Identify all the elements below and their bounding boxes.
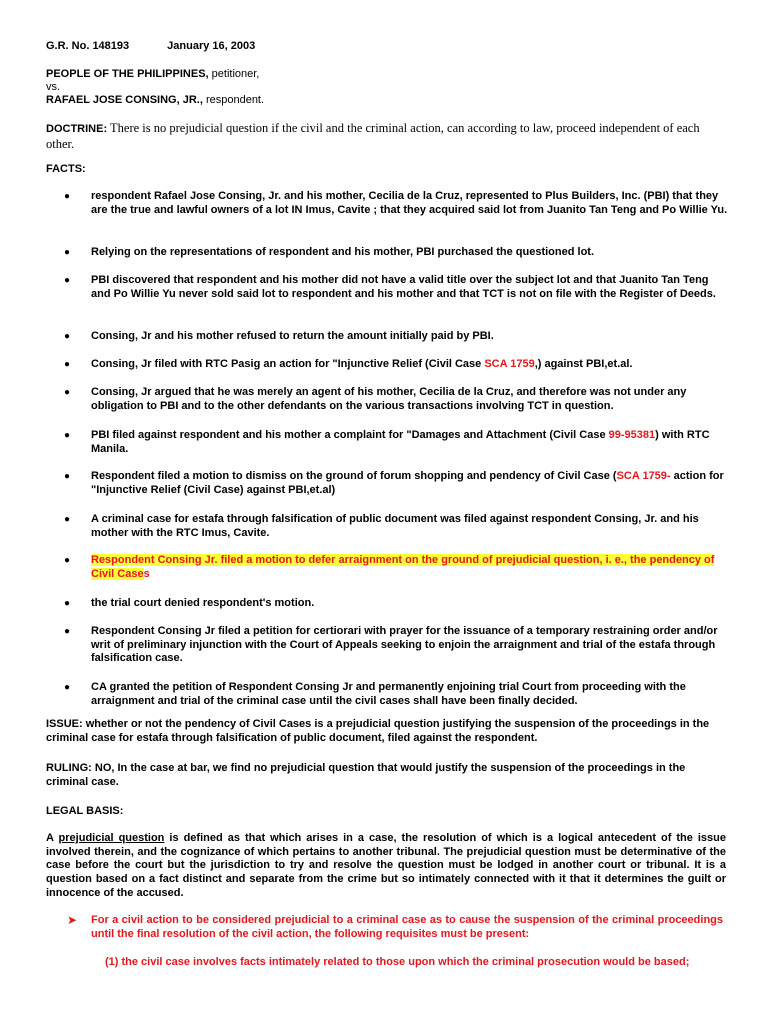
fact-text: respondent Rafael Jose Consing, Jr. and his mother, Cecilia de la Cruz, represented to Plus Builders, Inc. (PBI) that they are the true and lawful owners of a lot IN Imus, Cavite ; that they acquired said lot from Juanito Tan Teng and Po Willie Yu. [91,190,728,216]
fact-text: Relying on the representations of respondent and his mother, PBI purchased the questioned lot. [91,246,595,258]
doctrine-text: There is no prejudicial question if the civil and the criminal action, can according to law, proceed independent of each other. [46,121,700,151]
legal-basis-text: is defined as that which arises in a case, the resolution of which is a logical antecedent of the issue involved therein, and the cognizance of which pertains to another tribunal. The prejudicial question must be determinative of the case before the court but the jurisdiction to try and resolve the question must be lodged in another court or tribunal. It is a question based on a fact distinct and separate from the crime but so intimately connected with it that it determines the guilt or innocence of the accused. [46,832,727,899]
bullet-icon: ● [64,191,71,202]
bullet-icon: ● [64,387,71,398]
bullet-icon: ● [64,471,71,482]
fact-text: Consing, Jr and his mother refused to return the amount initially paid by PBI. [91,330,494,342]
fact-text: Respondent Consing Jr filed a petition for certiorari with prayer for the issuance of a temporary restraining order and/or writ of preliminary injunction with the Court of Appeals seeking to enjoin the arraignment and trial of the estafa through falsification case. [91,625,718,665]
bullet-icon: ● [64,247,71,258]
ruling-text: NO, In the case at bar, we find no prejudicial question that would justify the suspension of the proceedings in the criminal case. [46,762,686,788]
bullet-icon: ● [64,626,71,637]
fact-item [91,386,731,413]
fact-item [91,429,731,456]
fact-item [91,330,731,344]
fact-text: SCA 1759 [484,358,535,370]
bullet-icon: ● [64,359,71,370]
fact-text: Respondent filed a motion to dismiss on the ground of forum shopping and pendency of Civil Case ( [91,470,617,482]
doctrine-label: DOCTRINE: [46,123,108,135]
requisite-1: (1) the civil case involves facts intimately related to those upon which the criminal prosecution would be based; [105,956,690,968]
petitioner-role: petitioner, [208,68,260,80]
fact-item [91,554,731,581]
decision-date: January 16, 2003 [167,40,256,52]
fact-item [91,246,731,260]
prejudicial-question-term: prejudicial question [58,832,165,844]
fact-text: s [143,567,150,580]
legal-basis-paragraph [46,832,726,901]
bullet-icon: ● [64,331,71,342]
bullet-icon: ● [64,514,71,525]
respondent-name: RAFAEL JOSE CONSING, JR., [46,94,203,106]
fact-item [91,513,731,540]
versus-line: vs. [46,81,61,93]
bullet-icon: ● [64,275,71,286]
fact-text: action for "Injunctive Relief (Civil Case) against PBI,et.al) [91,470,724,496]
arrow-bullet-icon: ➤ [67,913,78,927]
ruling-label: RULING: [46,762,92,774]
fact-text: CA granted the petition of Respondent Consing Jr and permanently enjoining trial Court from proceeding with the arraignment and trial of the criminal case until the civil cases shall have been finally decided. [91,681,686,707]
fact-text: the trial court denied respondent's motion. [91,597,315,609]
legal-basis-heading: LEGAL BASIS: [46,805,124,817]
respondent-role: respondent. [202,94,265,106]
fact-text: Respondent Consing Jr. filed a motion to defer arraignment on the ground of prejudicial question, i. e., the pendency of Civil Case [91,554,715,580]
fact-item [91,358,731,372]
gr-number: G.R. No. 148193 [46,40,130,52]
fact-item [91,470,731,497]
case-number-line [46,40,255,53]
issue-text: whether or not the pendency of Civil Cases is a prejudicial question justifying the suspension of the proceedings in the criminal case for estafa through falsification of public document, filed against the respondent. [46,718,710,744]
fact-item [91,625,731,666]
bullet-icon: ● [64,555,71,566]
bullet-icon: ● [64,598,71,609]
fact-text: Consing, Jr argued that he was merely an agent of his mother, Cecilia de la Cruz, and therefore was not under any obligation to PBI and to the other defendants on the various transactions involving TCT in question. [91,386,687,412]
fact-text: SCA 1759- [616,470,671,482]
respondent-line [46,94,264,107]
fact-text: ) with RTC Manila. [91,429,710,455]
fact-text: 99-95381 [608,429,656,441]
fact-item [91,597,731,611]
bullet-icon: ● [64,682,71,693]
fact-text: PBI filed against respondent and his mother a complaint for "Damages and Attachment (Civil Case [91,429,609,441]
requisites-intro: For a civil action to be considered prejudicial to a criminal case as to cause the suspension of the criminal proceedings until the final resolution of the civil action, the following requisites must be present: [91,914,723,940]
doctrine-paragraph [46,121,726,152]
issue-label: ISSUE: [46,718,83,730]
ruling-paragraph [46,762,726,789]
fact-item [91,190,731,217]
fact-text: PBI discovered that respondent and his mother did not have a valid title over the subject lot and that Juanito Tan Teng and Po Willie Yu never sold said lot to respondent and his mother and that TCT is not on file with the Register of Deeds. [91,274,716,300]
petitioner-name: PEOPLE OF THE PHILIPPINES, [46,68,209,80]
petitioner-line [46,68,259,81]
facts-heading: FACTS: [46,163,86,175]
bullet-icon: ● [64,430,71,441]
legal-basis-pre: A [46,832,59,844]
fact-item [91,274,731,301]
fact-item [91,681,731,708]
fact-text: A criminal case for estafa through falsification of public document was filed against respondent Consing, Jr. and his mother with the RTC Imus, Cavite. [91,513,699,539]
issue-paragraph [46,718,726,745]
fact-text: ,) against PBI,et.al. [534,358,633,370]
fact-text: Consing, Jr filed with RTC Pasig an action for "Injunctive Relief (Civil Case [91,358,485,370]
